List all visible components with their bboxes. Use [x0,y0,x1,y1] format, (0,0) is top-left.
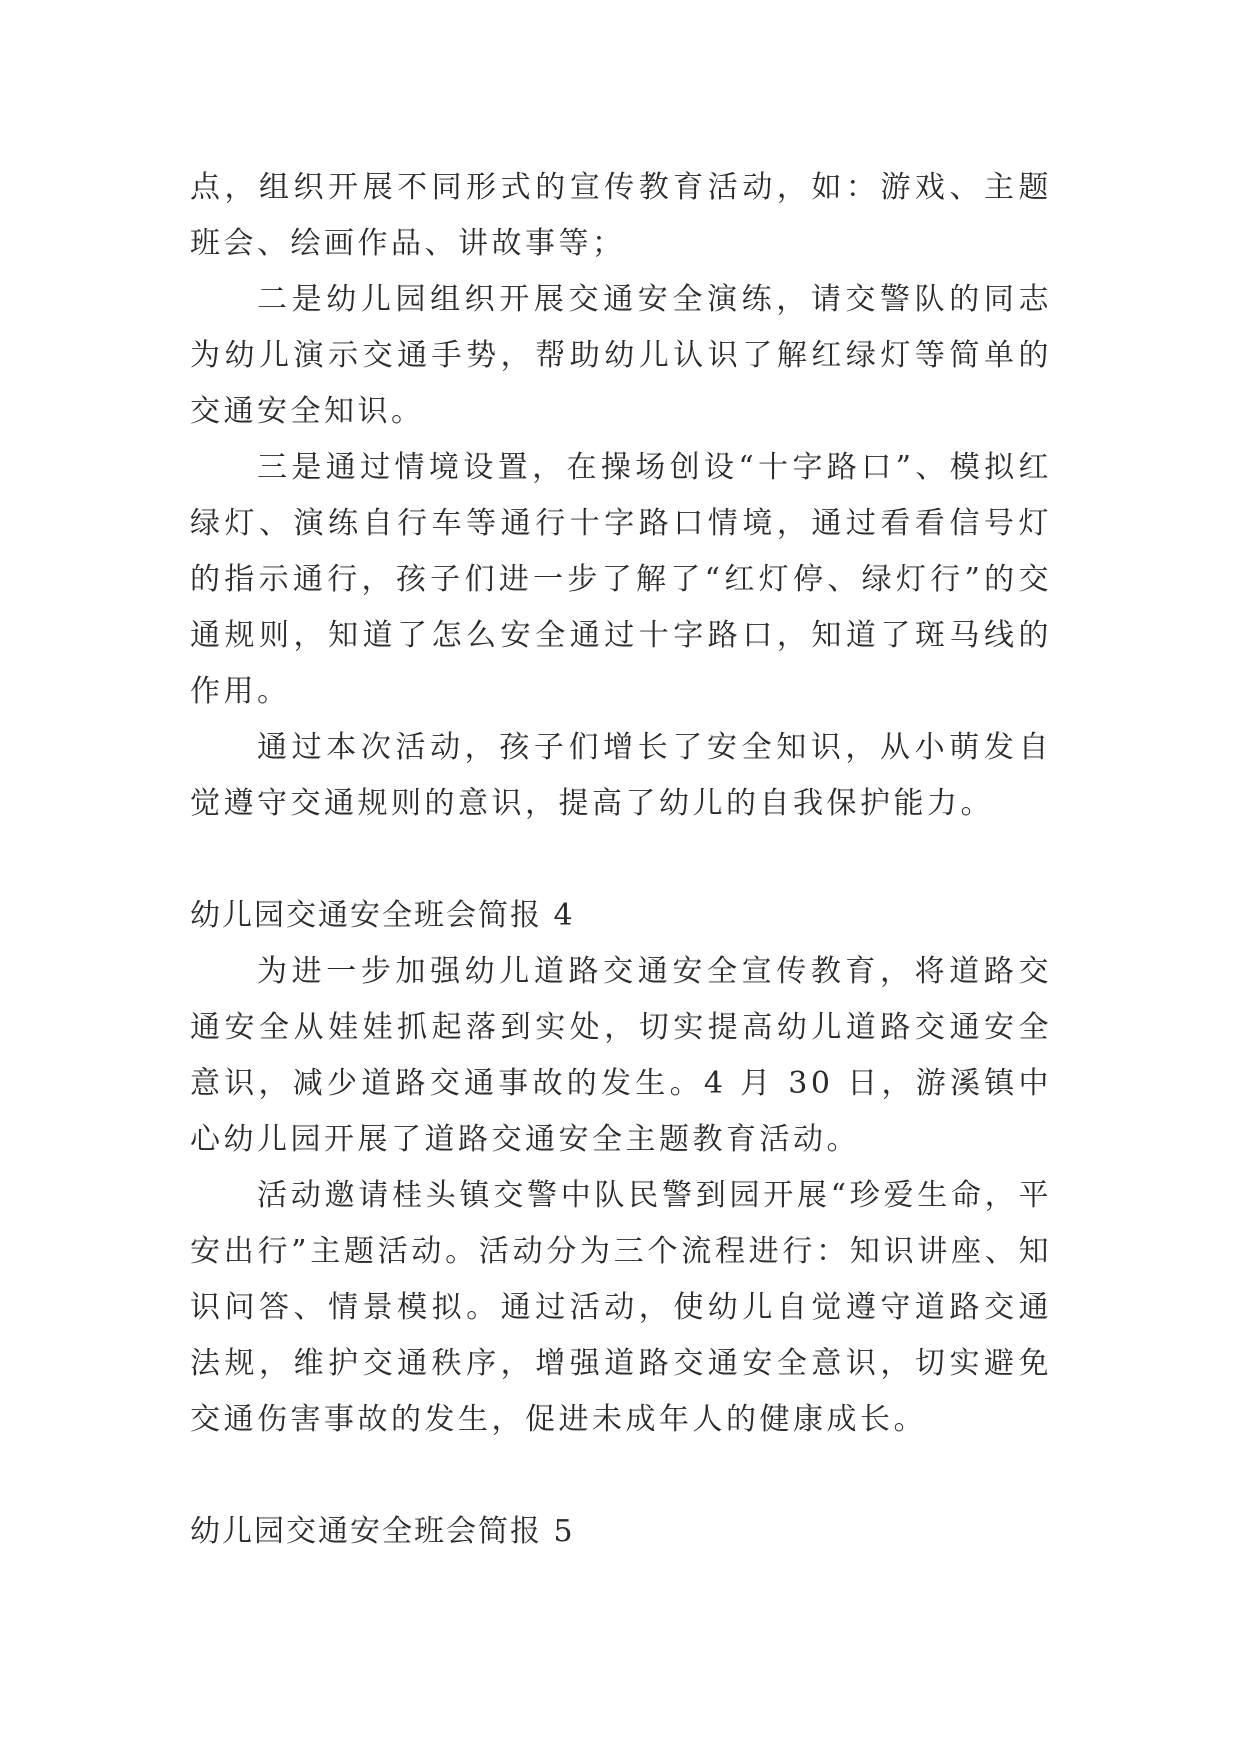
paragraph: 二是幼儿园组织开展交通安全演练，请交警队的同志为幼儿演示交通手势，帮助幼儿认识了解红绿灯等简单的交通安全知识。 [190,282,1052,429]
document-body [190,160,1052,1560]
section-spacer [190,1448,1052,1504]
section-heading: 幼儿园交通安全班会简报 4 [190,898,575,933]
paragraph: 三是通过情境设置，在操场创设“十字路口”、模拟红绿灯、演练自行车等通行十字路口情境，通过看看信号灯的指示通行，孩子们进一步了解了“红灯停、绿灯行”的交通规则，知道了怎么安全通过十字路口，知道了斑马线的作用。 [190,450,1052,709]
section-heading: 幼儿园交通安全班会简报 5 [190,1514,575,1549]
paragraph: 活动邀请桂头镇交警中队民警到园开展“珍爱生命，平安出行”主题活动。活动分为三个流程进行：知识讲座、知识问答、情景模拟。通过活动，使幼儿自觉遵守道路交通法规，维护交通秩序，增强道路交通安全意识，切实避免交通伤害事故的发生，促进未成年人的健康成长。 [190,1178,1052,1437]
section-spacer [190,832,1052,888]
paragraph: 通过本次活动，孩子们增长了安全知识，从小萌发自觉遵守交通规则的意识，提高了幼儿的自我保护能力。 [190,730,1052,821]
paragraph: 点，组织开展不同形式的宣传教育活动，如：游戏、主题班会、绘画作品、讲故事等； [190,170,1052,261]
paragraph: 为进一步加强幼儿道路交通安全宣传教育，将道路交通安全从娃娃抓起落到实处，切实提高幼儿道路交通安全意识，减少道路交通事故的发生。4 月 30 日，游溪镇中心幼儿园开展了道路交通安全主题教育活动。 [190,954,1052,1157]
